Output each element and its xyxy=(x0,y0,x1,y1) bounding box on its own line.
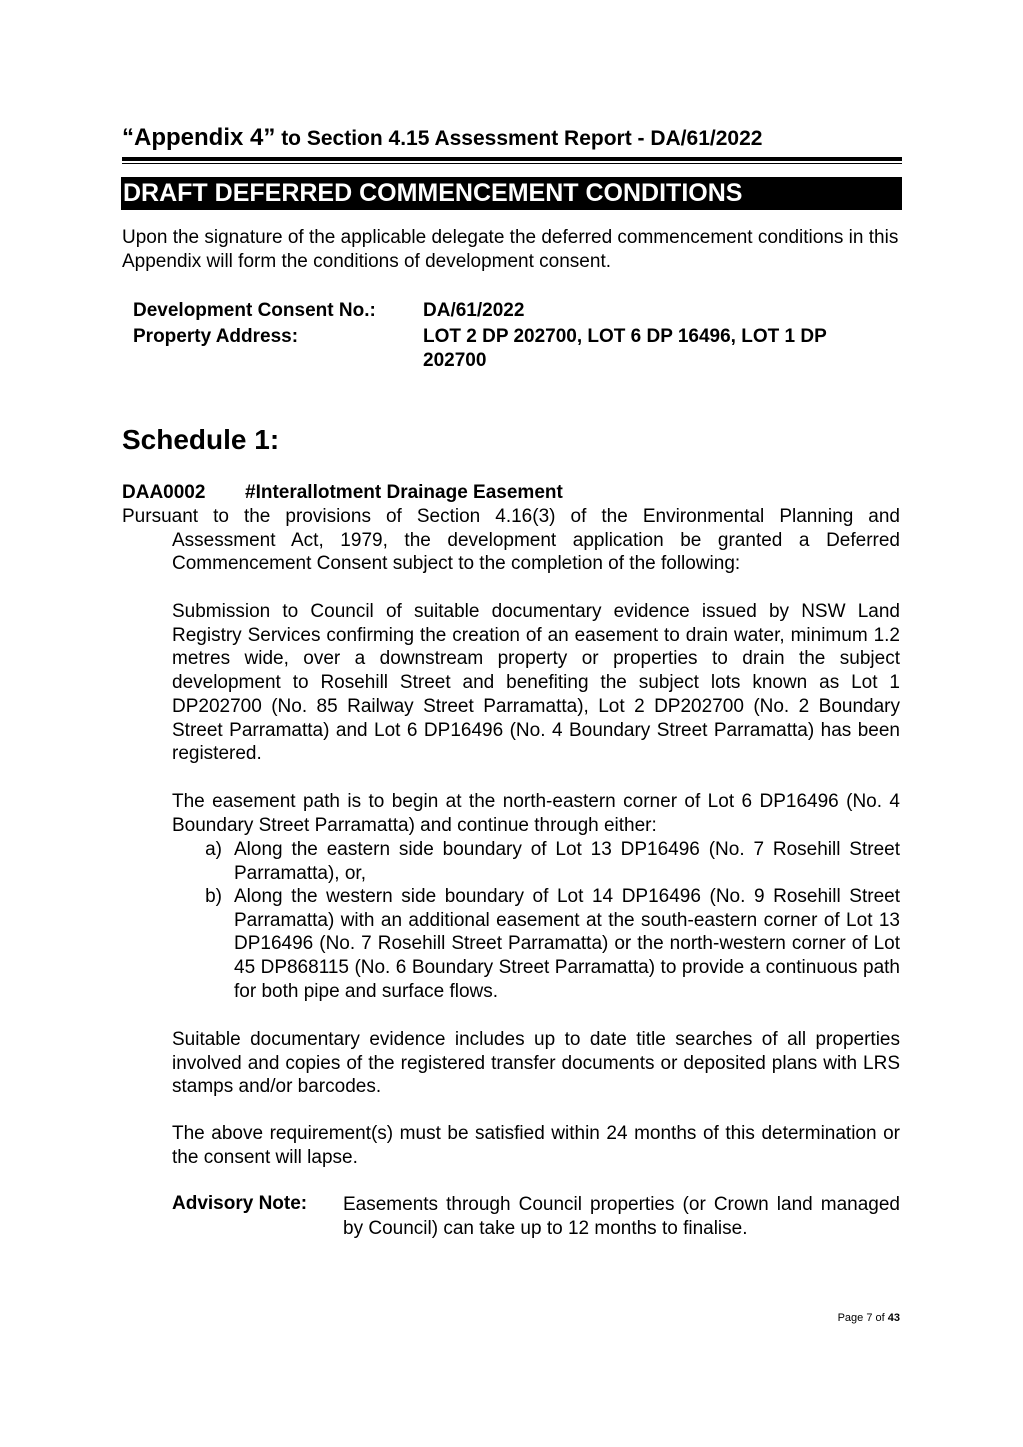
appendix-label: “Appendix 4” xyxy=(122,124,276,151)
option-a-marker: a) xyxy=(205,839,222,860)
page-current: 7 xyxy=(866,1312,873,1324)
consent-number-value: DA/61/2022 xyxy=(423,300,525,321)
section-banner: DRAFT DEFERRED COMMENCEMENT CONDITIONS xyxy=(121,177,902,210)
page-number xyxy=(760,1312,900,1324)
option-a-text: Along the eastern side boundary of Lot 13 DP16496 (No. 7 Rosehill Street Parramatta), or, xyxy=(234,839,900,884)
timeframe-paragraph: The above requirement(s) must be satisfied within 24 months of this determination or the consent will lapse. xyxy=(172,1123,900,1168)
page-prefix: Page xyxy=(837,1312,867,1324)
header-rule-thin xyxy=(122,163,902,164)
property-address-label: Property Address: xyxy=(133,326,299,347)
option-b-text: Along the western side boundary of Lot 14 DP16496 (No. 9 Rosehill Street Parramatta) with an additional easement at the south-eastern corner of Lot 13 DP16496 (No. 7 Rosehill Street Parramatta) or the north-western corner of Lot 45 DP868115 (No. 6 Boundary Street Parramatta) to provide a continuous path for both pipe and surface flows. xyxy=(234,886,900,1002)
advisory-note-text: Easements through Council properties (or Crown land managed by Council) can take up to 12 months to finalise. xyxy=(343,1194,900,1239)
condition-title: #Interallotment Drainage Easement xyxy=(245,482,563,503)
report-reference: to Section 4.15 Assessment Report - DA/61/2022 xyxy=(275,127,763,150)
pursuant-paragraph: Pursuant to the provisions of Section 4.16(3) of the Environmental Planning and Assessment Act, 1979, the development application be granted a Deferred Commencement Consent subject to the completion of the following: xyxy=(122,506,900,575)
schedule-title: Schedule 1: xyxy=(122,424,280,455)
page-of: of xyxy=(872,1312,888,1324)
option-b-marker: b) xyxy=(205,886,222,907)
consent-number-label: Development Consent No.: xyxy=(133,300,376,321)
condition-code: DAA0002 xyxy=(122,482,206,503)
advisory-note-label: Advisory Note: xyxy=(172,1193,308,1214)
evidence-paragraph: Suitable documentary evidence includes up to date title searches of all properties involved and copies of the registered transfer documents or deposited plans with LRS stamps and/or barcodes. xyxy=(172,1029,900,1098)
submission-paragraph: Submission to Council of suitable documentary evidence issued by NSW Land Registry Services confirming the creation of an easement to drain water, minimum 1.2 metres wide, over a downstream property or properties to drain the subject development to Rosehill Street and benefiting the subject lots known as Lot 1 DP202700 (No. 85 Railway Street Parramatta), Lot 2 DP202700 (No. 2 Boundary Street Parramatta) and Lot 6 DP16496 (No. 4 Boundary Street Parramatta) has been registered. xyxy=(172,601,900,765)
property-address-value: LOT 2 DP 202700, LOT 6 DP 16496, LOT 1 DP 202700 xyxy=(423,326,827,371)
easement-path-paragraph: The easement path is to begin at the north-eastern corner of Lot 6 DP16496 (No. 4 Boundary Street Parramatta) and continue through either: xyxy=(172,791,900,836)
intro-paragraph: Upon the signature of the applicable delegate the deferred commencement conditions in this Appendix will form the conditions of development consent. xyxy=(122,227,899,272)
header-rule-thick xyxy=(122,157,902,161)
page-total: 43 xyxy=(887,1312,900,1324)
report-header xyxy=(122,124,902,152)
